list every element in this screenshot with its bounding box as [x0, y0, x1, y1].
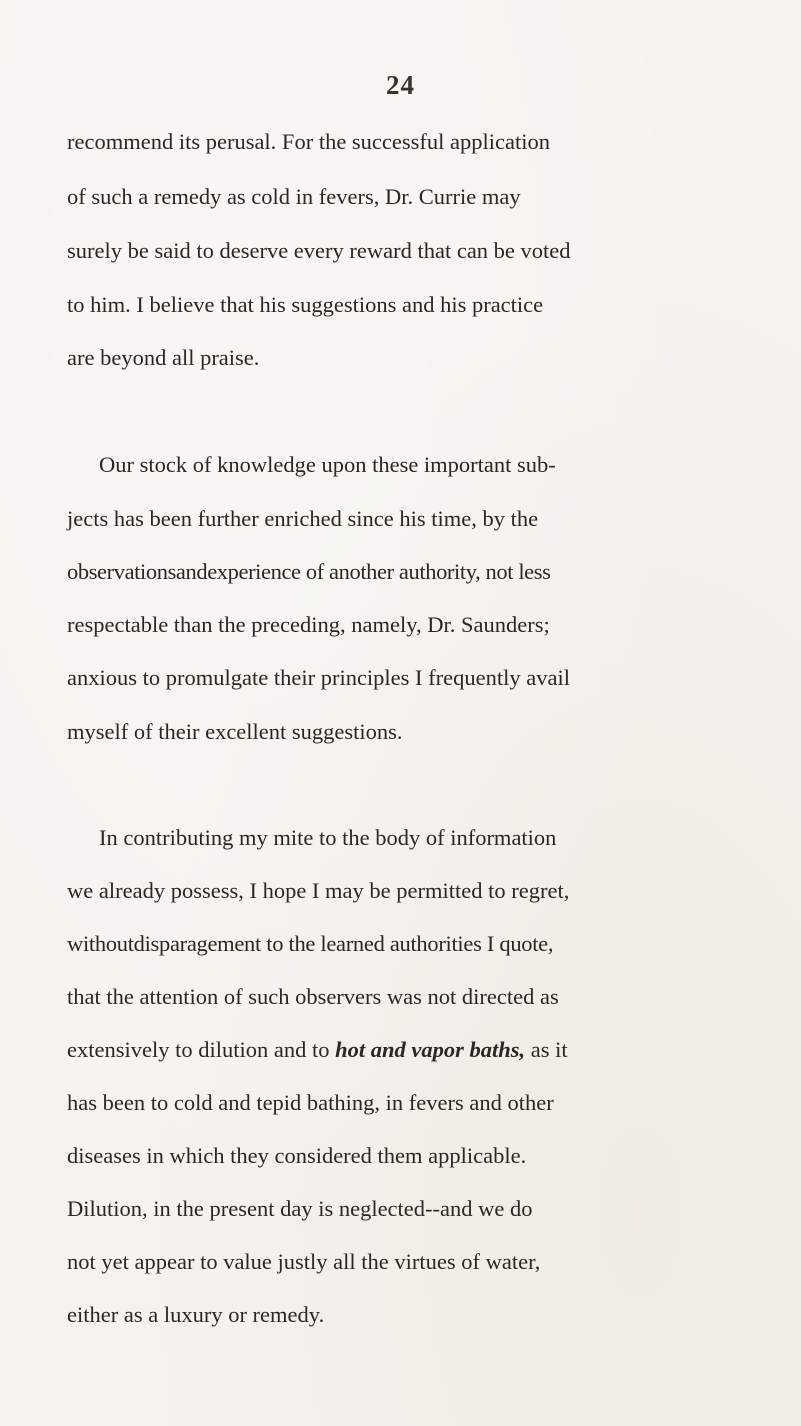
text-line: withoutdisparagement to the learned authorities I quote,	[67, 931, 554, 956]
text-line: either as a luxury or remedy.	[67, 1302, 325, 1327]
text-line: that the attention of such observers was not directed as	[67, 984, 559, 1009]
text-line: not yet appear to value justly all the virtues of water,	[67, 1249, 541, 1274]
text-line: diseases in which they considered them applicable.	[67, 1143, 527, 1168]
text-line: has been to cold and tepid bathing, in fevers and other	[67, 1090, 554, 1115]
text-run: as it	[525, 1037, 568, 1062]
text-line: observationsandexperience of another authority, not less	[67, 559, 551, 584]
text-line: anxious to promulgate their principles I frequently avail	[67, 665, 570, 690]
page-number: 24	[386, 70, 415, 100]
text-line: jects has been further enriched since his time, by the	[67, 506, 539, 531]
text-line: recommend its perusal. For the successful application	[67, 129, 550, 154]
text-line: Dilution, in the present day is neglected--and we do	[67, 1196, 533, 1221]
text-line: myself of their excellent suggestions.	[67, 719, 403, 744]
text-run: extensively to dilution and to	[67, 1037, 336, 1062]
text-line	[67, 1035, 568, 1065]
text-line: are beyond all praise.	[67, 345, 260, 370]
text-line: Our stock of knowledge upon these important sub-	[99, 452, 556, 477]
text-line: we already possess, I hope I may be permitted to regret,	[67, 878, 570, 903]
text-line: to him. I believe that his suggestions and his practice	[67, 292, 544, 317]
text-line: respectable than the preceding, namely, Dr. Saunders;	[67, 612, 550, 637]
text-line: of such a remedy as cold in fevers, Dr. Currie may	[67, 184, 521, 209]
text-line: surely be said to deserve every reward that can be voted	[67, 238, 571, 263]
emphasized-text: hot and vapor baths,	[335, 1037, 526, 1062]
text-line: In contributing my mite to the body of information	[99, 825, 557, 850]
